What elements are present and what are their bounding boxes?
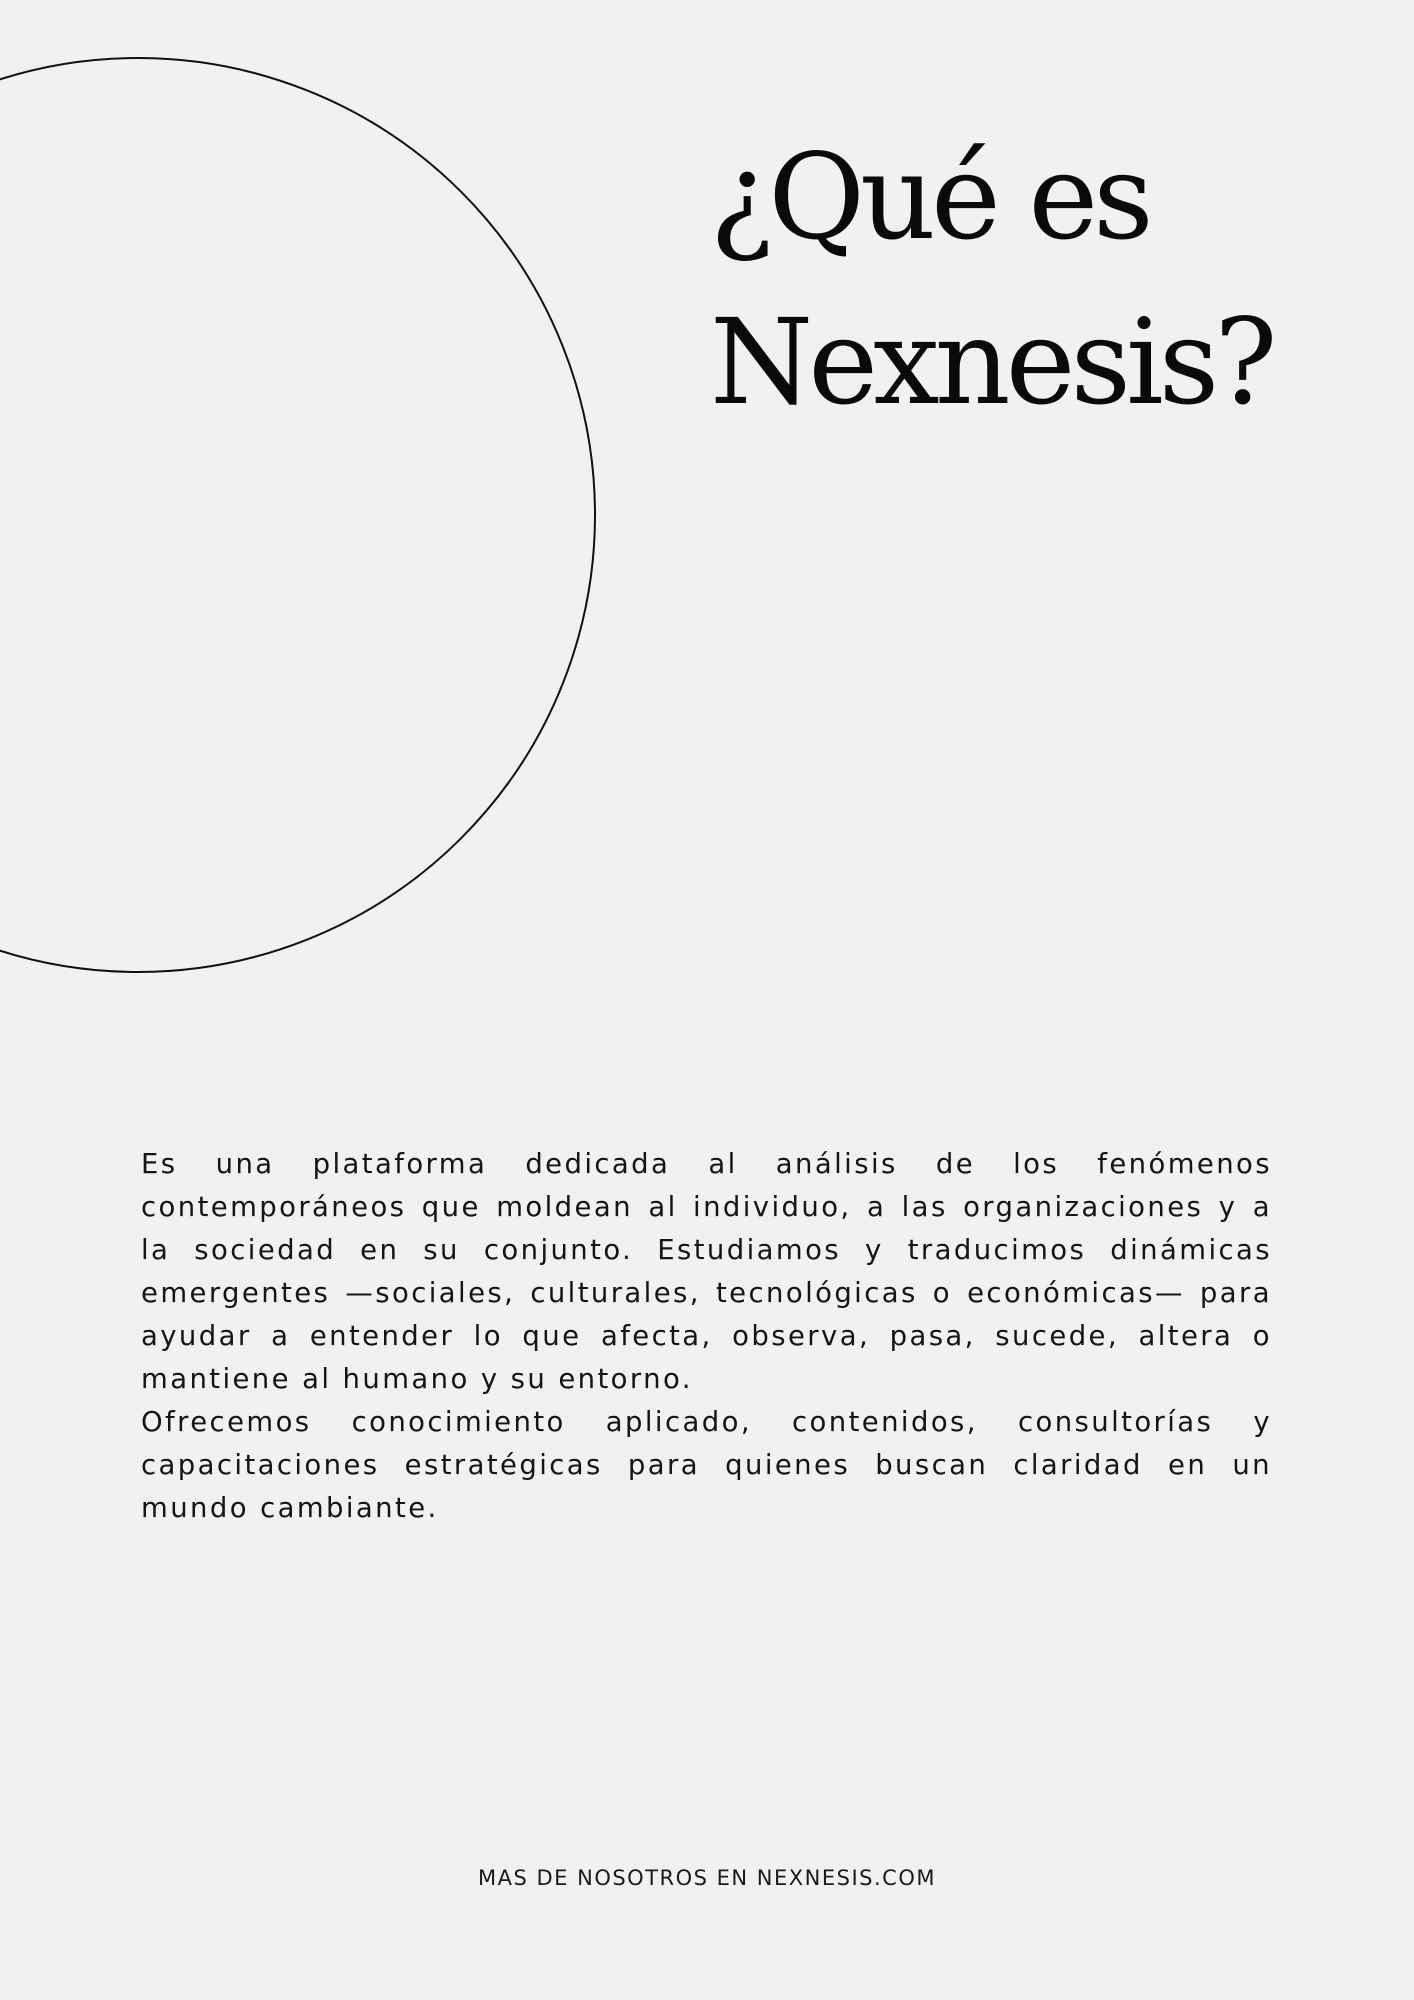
description-paragraph-1: Es una plataforma dedicada al análisis de los fenómenos contemporáneos que moldean al individuo, a las organizaciones y a la sociedad en su conjunto. Estudiamos y traducimos dinámicas emergentes —sociales, culturales, tecnológicas o económicas— para ayudar a entender lo que afecta, observa, pasa, sucede, altera o mantiene al humano y su entorno. — [141, 1148, 1272, 1395]
description-paragraph-2: Ofrecemos conocimiento aplicado, contenidos, consultorías y capacitaciones estratégicas para quienes buscan claridad en un mundo cambiante. — [141, 1406, 1272, 1524]
footer-website-link[interactable]: MAS DE NOSOTROS EN NEXNESIS.COM — [478, 1866, 936, 1890]
title-line-1: ¿Qué es — [710, 128, 1149, 266]
page-title — [710, 115, 1273, 445]
title-line-2: Nexnesis? — [710, 293, 1273, 431]
decorative-circle — [0, 57, 596, 973]
description-block — [141, 1143, 1272, 1530]
footer — [0, 1866, 1414, 1890]
